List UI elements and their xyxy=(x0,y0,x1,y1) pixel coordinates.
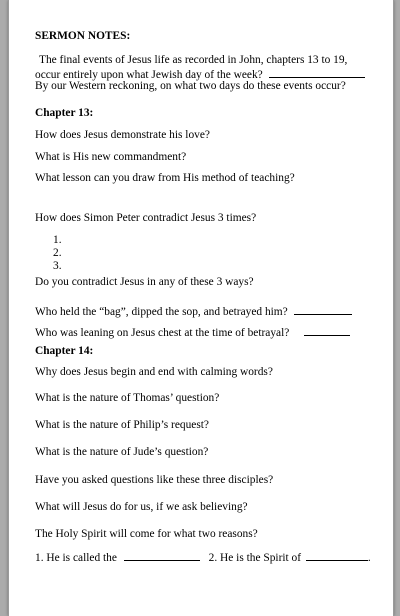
chapter-14-heading: Chapter 14: xyxy=(35,345,94,357)
list-item: 1. xyxy=(53,234,62,246)
ch14-question-2: What is the nature of Thomas’ question? xyxy=(35,392,220,404)
answer-blank[interactable] xyxy=(306,550,368,561)
ch13-question-7-line xyxy=(35,325,350,340)
ch13-question-1: How does Jesus demonstrate his love? xyxy=(35,129,210,141)
ch13-question-5: Do you contradict Jesus in any of these 3 ways? xyxy=(35,276,254,288)
intro-line-3 xyxy=(35,80,346,93)
ch13-question-3: What lesson can you draw from His method of teaching? xyxy=(35,172,295,184)
ch13-question-4: How does Simon Peter contradict Jesus 3 times? xyxy=(35,212,257,224)
document-page xyxy=(8,0,394,616)
answer-blank[interactable] xyxy=(269,67,365,78)
ch14-question-8-end: . xyxy=(367,552,371,564)
ch14-question-5: Have you asked questions like these three disciples? xyxy=(35,474,274,486)
intro-line-1 xyxy=(39,54,347,67)
ch14-question-7: The Holy Spirit will come for what two reasons? xyxy=(35,528,258,540)
ch13-question-6-line xyxy=(35,304,352,319)
page-title: SERMON NOTES: xyxy=(35,30,131,42)
list-item: 2. xyxy=(53,247,62,259)
chapter-13-heading: Chapter 13: xyxy=(35,107,94,119)
ch14-question-3: What is the nature of Philip’s request? xyxy=(35,419,209,431)
ch14-question-8b: 2. He is the Spirit of xyxy=(208,552,302,564)
intro-text-1: The final events of Jesus life as recorded in John, chapters 13 to 19, xyxy=(39,54,348,66)
ch14-question-8-line xyxy=(35,550,371,565)
ch14-question-4: What is the nature of Jude’s question? xyxy=(35,446,209,458)
ch13-question-2: What is His new commandment? xyxy=(35,151,187,163)
answer-blank[interactable] xyxy=(304,325,350,336)
ch13-numbered-list xyxy=(53,234,62,273)
intro-text-2: occur entirely upon what Jewish day of the week? xyxy=(35,69,263,81)
ch13-question-7: Who was leaning on Jesus chest at the time of betrayal? xyxy=(35,327,290,339)
ch13-question-6: Who held the “bag”, dipped the sop, and betrayed him? xyxy=(35,306,288,318)
list-item: 3. xyxy=(53,260,62,272)
intro-text-3: By our Western reckoning, on what two days do these events occur? xyxy=(35,80,346,92)
answer-blank[interactable] xyxy=(294,304,352,315)
ch14-question-1: Why does Jesus begin and end with calming words? xyxy=(35,366,273,378)
answer-blank[interactable] xyxy=(124,550,200,561)
ch14-question-8a: 1. He is called the xyxy=(35,552,117,564)
ch14-question-6: What will Jesus do for us, if we ask believing? xyxy=(35,501,248,513)
